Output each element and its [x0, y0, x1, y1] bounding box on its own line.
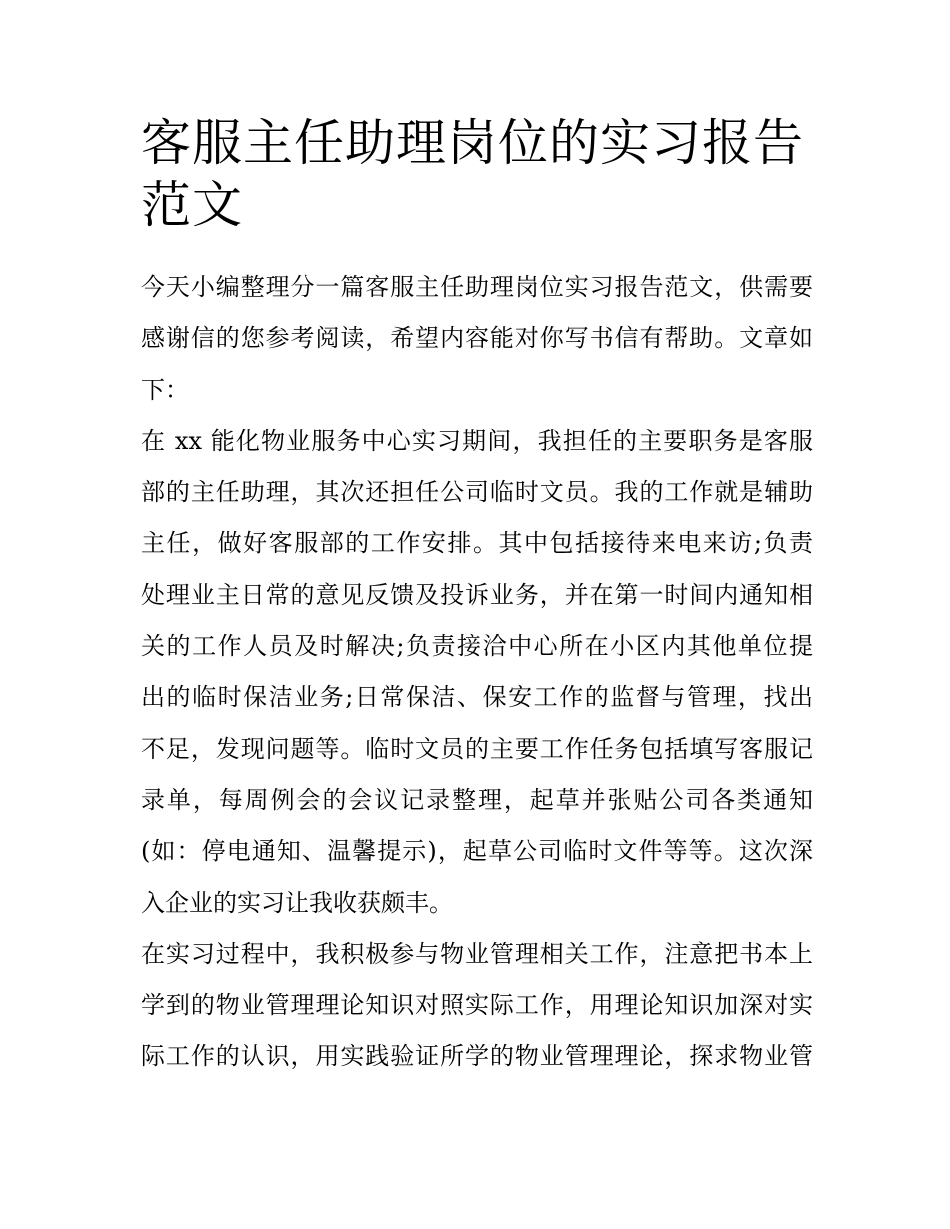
document-page [141, 112, 813, 1083]
paragraph-practice [141, 929, 813, 1083]
document-title [141, 112, 813, 236]
text-line: 学到的物业管理理论知识对照实际工作，用理论知识加深对实 [141, 991, 813, 1020]
text-line: 录单，每周例会的会议记录整理，起草并张贴公司各类通知 [141, 785, 813, 814]
text-line: 主任，做好客服部的工作安排。其中包括接待来电来访;负责 [141, 529, 813, 558]
text-line: 感谢信的您参考阅读，希望内容能对你写书信有帮助。文章如 [141, 324, 813, 353]
paragraph-intro [141, 262, 813, 416]
text-line: 在 xx 能化物业服务中心实习期间，我担任的主要职务是客服 [141, 426, 813, 455]
text-line: 在实习过程中，我积极参与物业管理相关工作，注意把书本上 [141, 939, 813, 968]
text-line: 入企业的实习让我收获颇丰。 [141, 888, 453, 917]
text-line: 处理业主日常的意见反馈及投诉业务，并在第一时间内通知相 [141, 580, 813, 609]
text-line: 出的临时保洁业务;日常保洁、保安工作的监督与管理，找出 [141, 683, 813, 712]
text-line: 际工作的认识，用实践验证所学的物业管理理论，探求物业管 [141, 1042, 813, 1071]
text-line: 部的主任助理，其次还担任公司临时文员。我的工作就是辅助 [141, 478, 813, 507]
text-line: 不足，发现问题等。临时文员的主要工作任务包括填写客服记 [141, 734, 813, 763]
title-line: 客服主任助理岗位的实习报告 [141, 114, 804, 172]
document-body [141, 262, 813, 1083]
text-line: 关的工作人员及时解决;负责接洽中心所在小区内其他单位提 [141, 632, 813, 661]
title-line: 范文 [141, 176, 243, 234]
paragraph-duties [141, 416, 813, 929]
text-line: 今天小编整理分一篇客服主任助理岗位实习报告范文，供需要 [141, 273, 813, 301]
text-line: 下： [141, 375, 189, 404]
text-line: (如：停电通知、温馨提示)，起草公司临时文件等等。这次深 [141, 837, 813, 866]
